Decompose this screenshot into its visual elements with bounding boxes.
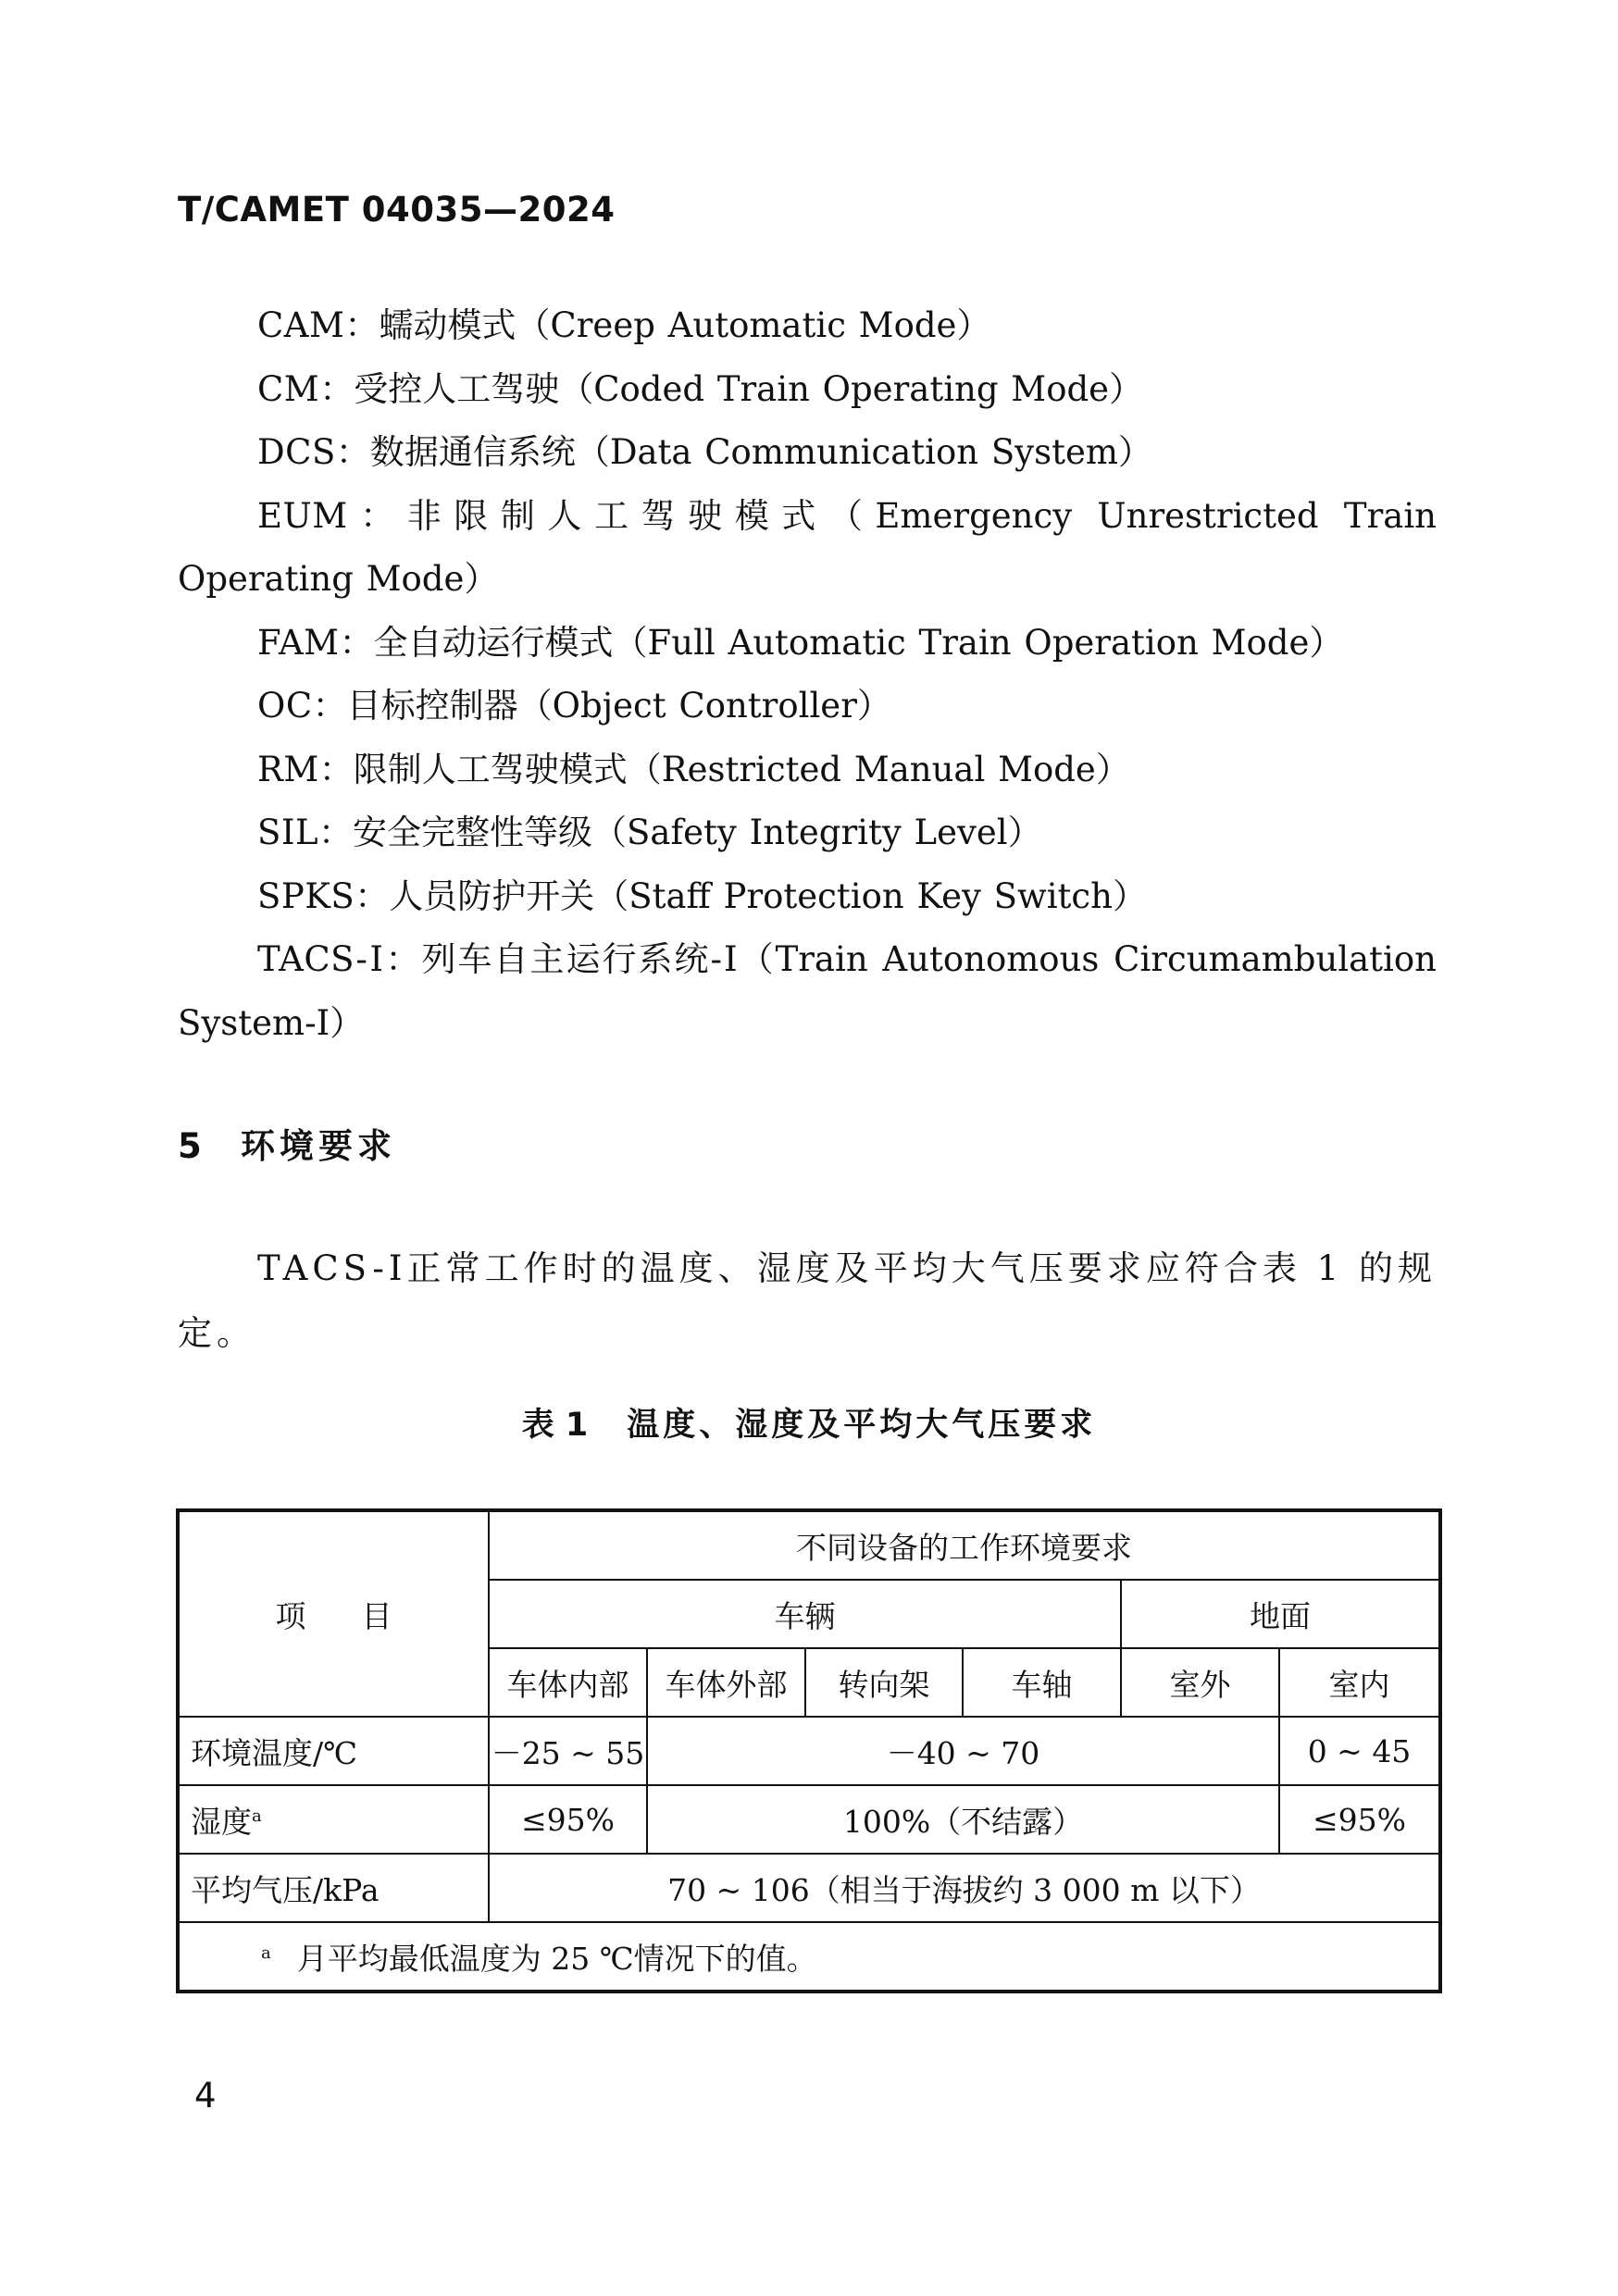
footnote-marker: a: [261, 1942, 271, 1963]
row-label-cell: 环境温度/℃: [178, 1717, 489, 1785]
abbreviation-list: [178, 294, 1437, 1055]
abbreviation-term: OC: [257, 686, 313, 726]
abbreviation-definition: ：蠕动模式（Creep Automatic Mode）: [344, 305, 991, 345]
sub-header-cell: 室外: [1121, 1648, 1279, 1717]
row-label-cell: [178, 1785, 489, 1854]
abbreviation-definition: ：列车自主运行系统-Ⅰ（Train Autonomous Circumambulation System-Ⅰ）: [178, 939, 1437, 1043]
page-number: 4: [194, 2076, 217, 2116]
table-caption: [0, 1399, 1618, 1446]
sub-header-cell: 车体内部: [489, 1648, 647, 1717]
abbreviation-item: [178, 801, 1437, 865]
item-header-cell: 项目: [178, 1510, 489, 1717]
abbreviation-term: FAM: [257, 622, 340, 663]
table-cell: ≤95%: [1279, 1785, 1440, 1854]
table-cell: －25 ~ 55: [489, 1717, 647, 1785]
abbreviation-definition: ：限制人工驾驶模式（Restricted Manual Mode）: [318, 749, 1130, 789]
abbreviation-item: [178, 612, 1437, 676]
table-header-row: [178, 1510, 1440, 1580]
abbreviation-definition: ：安全完整性等级（Safety Integrity Level）: [318, 813, 1042, 852]
table-cell: 100%（不结露）: [647, 1785, 1279, 1854]
table-row: [178, 1785, 1440, 1854]
abbreviation-term: SIL: [257, 813, 319, 852]
sub-header-cell: 转向架: [805, 1648, 963, 1717]
sub-header-cell: 车体外部: [647, 1648, 805, 1717]
abbreviation-item: [178, 485, 1437, 612]
table-caption-title: 温度、湿度及平均大气压要求: [627, 1407, 1097, 1444]
table-cell: 70 ~ 106（相当于海拔约 3 000 m 以下）: [489, 1854, 1440, 1922]
abbreviation-item: [178, 421, 1437, 485]
abbreviation-item: [178, 928, 1437, 1055]
section-heading: [178, 1118, 396, 1168]
abbreviation-item: [178, 294, 1437, 358]
ground-header-cell: 地面: [1121, 1580, 1440, 1648]
abbreviation-item: [178, 738, 1437, 802]
abbreviation-item: [178, 865, 1437, 929]
table-cell: 0 ~ 45: [1279, 1717, 1440, 1785]
abbreviation-term: CM: [257, 368, 320, 409]
footnote-text: 月平均最低温度为 25 ℃情况下的值。: [296, 1940, 817, 1977]
abbreviation-definition: ：受控人工驾驶（Coded Train Operating Mode）: [319, 368, 1144, 409]
section-number: 5: [178, 1126, 202, 1166]
vehicle-header-cell: 车辆: [489, 1580, 1121, 1648]
sub-header-cell: 室内: [1279, 1648, 1440, 1717]
row-label-text: 湿度: [191, 1803, 252, 1840]
abbreviation-term: RM: [257, 749, 319, 789]
group-header-cell: 不同设备的工作环境要求: [489, 1510, 1440, 1580]
row-label-cell: 平均气压/kPa: [178, 1854, 489, 1922]
table-caption-number: 表 1: [521, 1407, 589, 1444]
abbreviation-definition: ：人员防护开关（Staff Protection Key Switch）: [355, 875, 1147, 916]
table-row: [178, 1717, 1440, 1785]
body-paragraph: TACS-Ⅰ正常工作时的温度、湿度及平均大气压要求应符合表 1 的规定。: [178, 1248, 1437, 1353]
abbreviation-term: CAM: [257, 305, 345, 345]
abbreviation-definition: ：非限制人工驾驶模式（Emergency Unrestricted Train Operating Mode）: [178, 495, 1437, 599]
table-footnote: [178, 1922, 1440, 1992]
abbreviation-item: [178, 675, 1437, 738]
table-footnote-row: [178, 1922, 1440, 1992]
document-number: T/CAMET 04035—2024: [178, 190, 616, 230]
abbreviation-definition: ：全自动运行模式（Full Automatic Train Operation Mode）: [339, 622, 1344, 663]
abbreviation-definition: ：数据通信系统（Data Communication System）: [335, 432, 1152, 472]
section-title: 环境要求: [241, 1126, 396, 1166]
table-cell: －40 ~ 70: [647, 1717, 1279, 1785]
sub-header-cell: 车轴: [963, 1648, 1121, 1717]
abbreviation-term: TACS-Ⅰ: [257, 939, 386, 979]
table-row: [178, 1854, 1440, 1922]
abbreviation-item: [178, 358, 1437, 422]
abbreviation-term: EUM: [257, 495, 348, 536]
table-cell: ≤95%: [489, 1785, 647, 1854]
footnote-marker: a: [252, 1806, 262, 1826]
abbreviation-definition: ：目标控制器（Object Controller）: [312, 686, 891, 726]
abbreviation-term: DCS: [257, 432, 336, 472]
environment-requirements-table: [176, 1508, 1442, 1993]
abbreviation-term: SPKS: [257, 875, 355, 916]
